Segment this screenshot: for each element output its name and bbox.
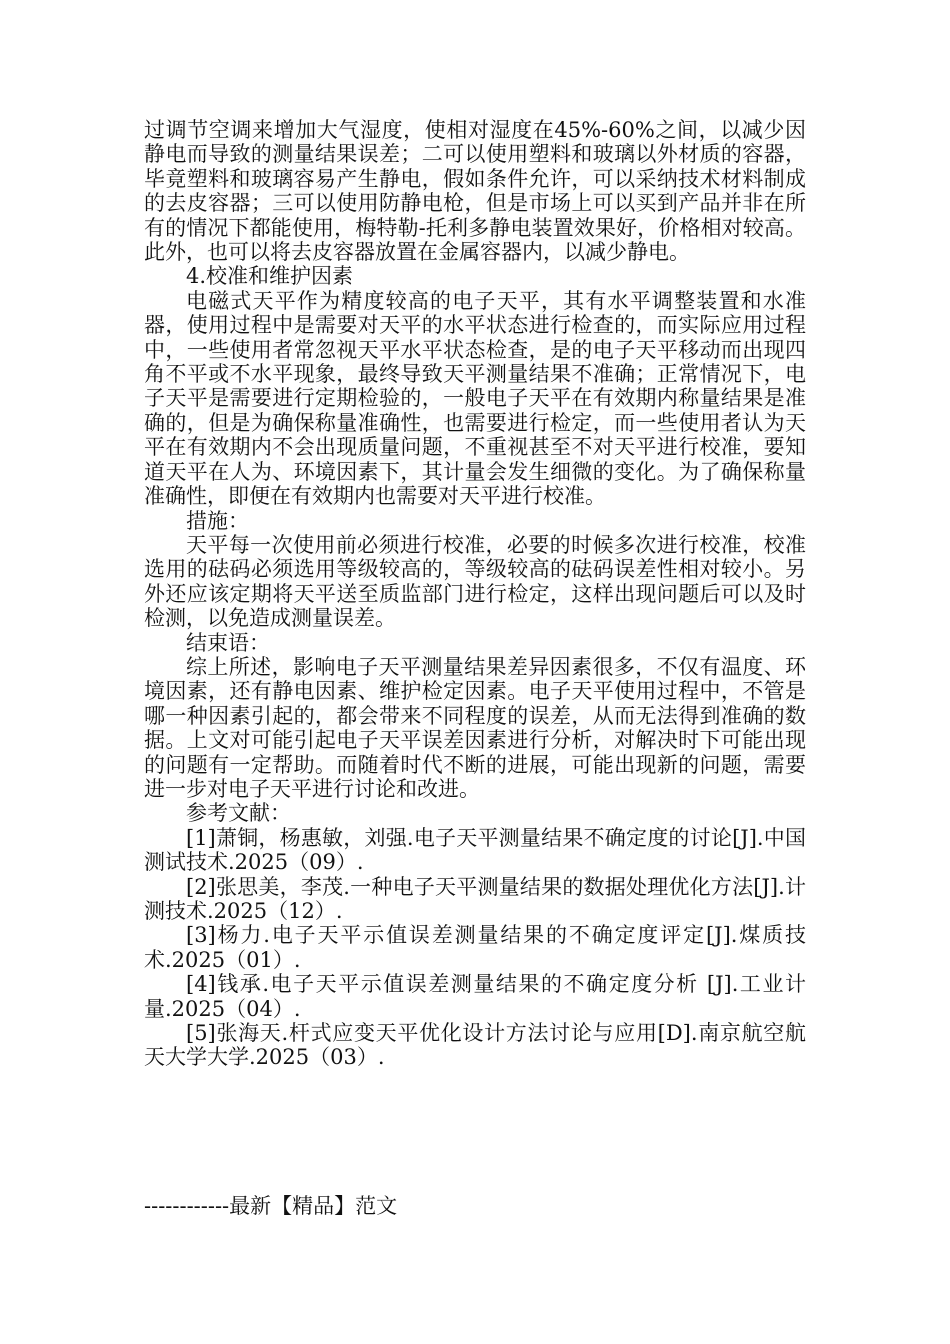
footer-banner: ------------最新【精品】范文 [144, 1194, 398, 1218]
paragraph-static-electricity-measures: 过调节空调来增加大气湿度，使相对湿度在45%-60%之间，以减少因静电而导致的测量结果误差；二可以使用塑料和玻璃以外材质的容器，毕竟塑料和玻璃容易产生静电，假如条件允许，可以采纳技术材料制成的去皮容器；三可以使用防静电枪，但是市场上可以买到产品并非在所有的情况下都能使用，梅特勒-托利多静电装置效果好，价格相对较高。此外，也可以将去皮容器放置在金属容器内，以减少静电。 [144, 118, 806, 265]
reference-item: [4]钱承.电子天平示值误差测量结果的不确定度分析 [J].工业计量.2025（04）. [144, 972, 806, 1021]
references-label: 参考文献： [186, 801, 291, 826]
reference-item: [2]张思美，李茂.一种电子天平测量结果的数据处理优化方法[J].计测技术.2025（12）. [144, 874, 806, 923]
paragraph-measures: 天平每一次使用前必须进行校准，必要的时候多次进行校准，校准选用的砝码必须选用等级较高的，等级较高的砝码误差性相对较小。另外还应该定期将天平送至质监部门进行检定，这样出现问题后可以及时检测，以免造成测量误差。 [144, 532, 806, 631]
reference-item: [3]杨力.电子天平示值误差测量结果的不确定度评定[J].煤质技术.2025（01）. [144, 923, 806, 972]
section-heading-calibration: 4.校准和维护因素 [186, 264, 354, 289]
paragraph-calibration-maintenance: 电磁式天平作为精度较高的电子天平，其有水平调整装置和水准器，使用过程中是需要对天平的水平状态进行检查的，而实际应用过程中，一些使用者常忽视天平水平状态检查，是的电子天平移动而出现四角不平或不水平现象，最终导致天平测量结果不准确；正常情况下，电子天平是需要进行定期检验的，一般电子天平在有效期内称量结果是准确的，但是为确保称量准确性，也需要进行检定，而一些使用者认为天平在有效期内不会出现质量问题，不重视甚至不对天平进行校准，要知道天平在人为、环境因素下，其计量会发生细微的变化。为了确保称量准确性，即便在有效期内也需要对天平进行校准。 [144, 288, 806, 509]
measures-label: 措施： [186, 508, 249, 533]
conclusion-label: 结束语： [186, 630, 270, 655]
reference-item: [1]萧铜，杨惠敏，刘强.电子天平测量结果不确定度的讨论[J].中国测试技术.2025（09）. [144, 825, 806, 875]
document-body [144, 118, 806, 1070]
reference-item: [5]张海天.杆式应变天平优化设计方法讨论与应用[D].南京航空航天大学大学.2025（03）. [144, 1021, 806, 1070]
paragraph-conclusion: 综上所述，影响电子天平测量结果差异因素很多，不仅有温度、环境因素，还有静电因素、维护检定因素。电子天平使用过程中，不管是哪一种因素引起的，都会带来不同程度的误差，从而无法得到准确的数据。上文对可能引起电子天平误差因素进行分析，对解决时下可能出现的问题有一定帮助。而随着时代不断的进展，可能出现新的问题，需要进一步对电子天平进行讨论和改进。 [144, 654, 806, 801]
